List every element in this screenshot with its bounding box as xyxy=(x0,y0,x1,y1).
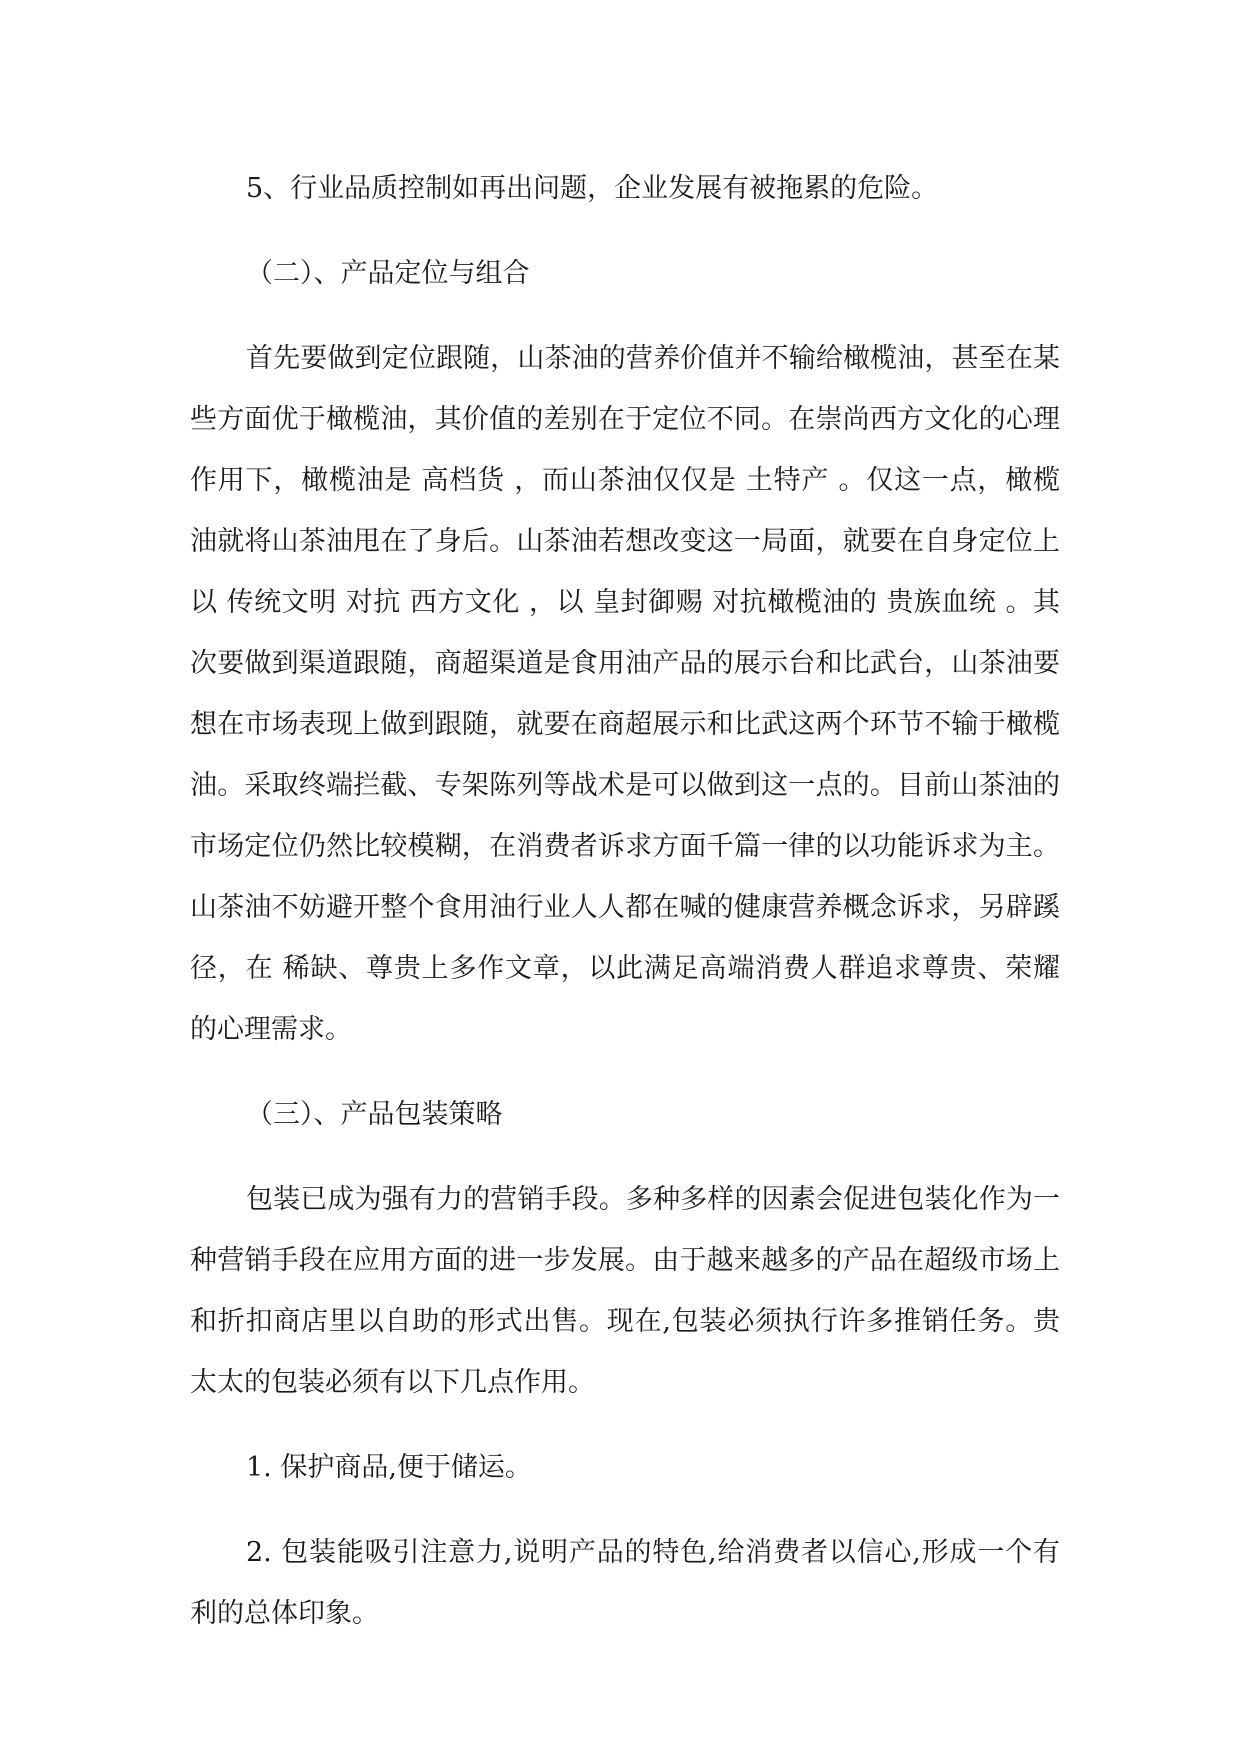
section-heading-3: （三）、产品包装策略 xyxy=(246,1099,503,1130)
document-body xyxy=(190,158,1060,1668)
paragraph-risk-5: 5、行业品质控制如再出问题，企业发展有被拖累的危险。 xyxy=(246,173,939,204)
section-heading-2: （二）、产品定位与组合 xyxy=(246,258,530,289)
paragraph-packaging-intro: 包装已成为强有力的营销手段。多种多样的因素会促进包装化作为一种营销手段在应用方面的进一步发展。由于越来越多的产品在超级市场上和折扣商店里以自助的形式出售。现在,包装必须执行许多推销任务。贵太太的包装必须有以下几点作用。 xyxy=(190,1184,1060,1398)
list-item-2: 2. 包装能吸引注意力,说明产品的特色,给消费者以信心,形成一个有利的总体印象。 xyxy=(190,1537,1060,1629)
paragraph-positioning: 首先要做到定位跟随，山茶油的营养价值并不输给橄榄油，甚至在某些方面优于橄榄油，其价值的差别在于定位不同。在崇尚西方文化的心理作用下，橄榄油是 高档货 ，而山茶油仅仅是 土特产 。仅这一点，橄榄油就将山茶油甩在了身后。山茶油若想改变这一局面，就要在自身定位上以 传统文明 对抗 西方文化 ，以 皇封御赐 对抗橄榄油的 贵族血统 。其次要做到渠道跟随，商超渠道是食用油产品的展示台和比武台，山茶油要想在市场表现上做到跟随，就要在商超展示和比武这两个环节不输于橄榄油。采取终端拦截、专架陈列等战术是可以做到这一点的。目前山茶油的市场定位仍然比较模糊，在消费者诉求方面千篇一律的以功能诉求为主。山茶油不妨避开整个食用油行业人人都在喊的健康营养概念诉求，另辟蹊径，在 稀缺、尊贵上多作文章，以此满足高端消费人群追求尊贵、荣耀的心理需求。 xyxy=(190,343,1060,1045)
list-item-1: 1. 保护商品,便于储运。 xyxy=(246,1452,532,1483)
